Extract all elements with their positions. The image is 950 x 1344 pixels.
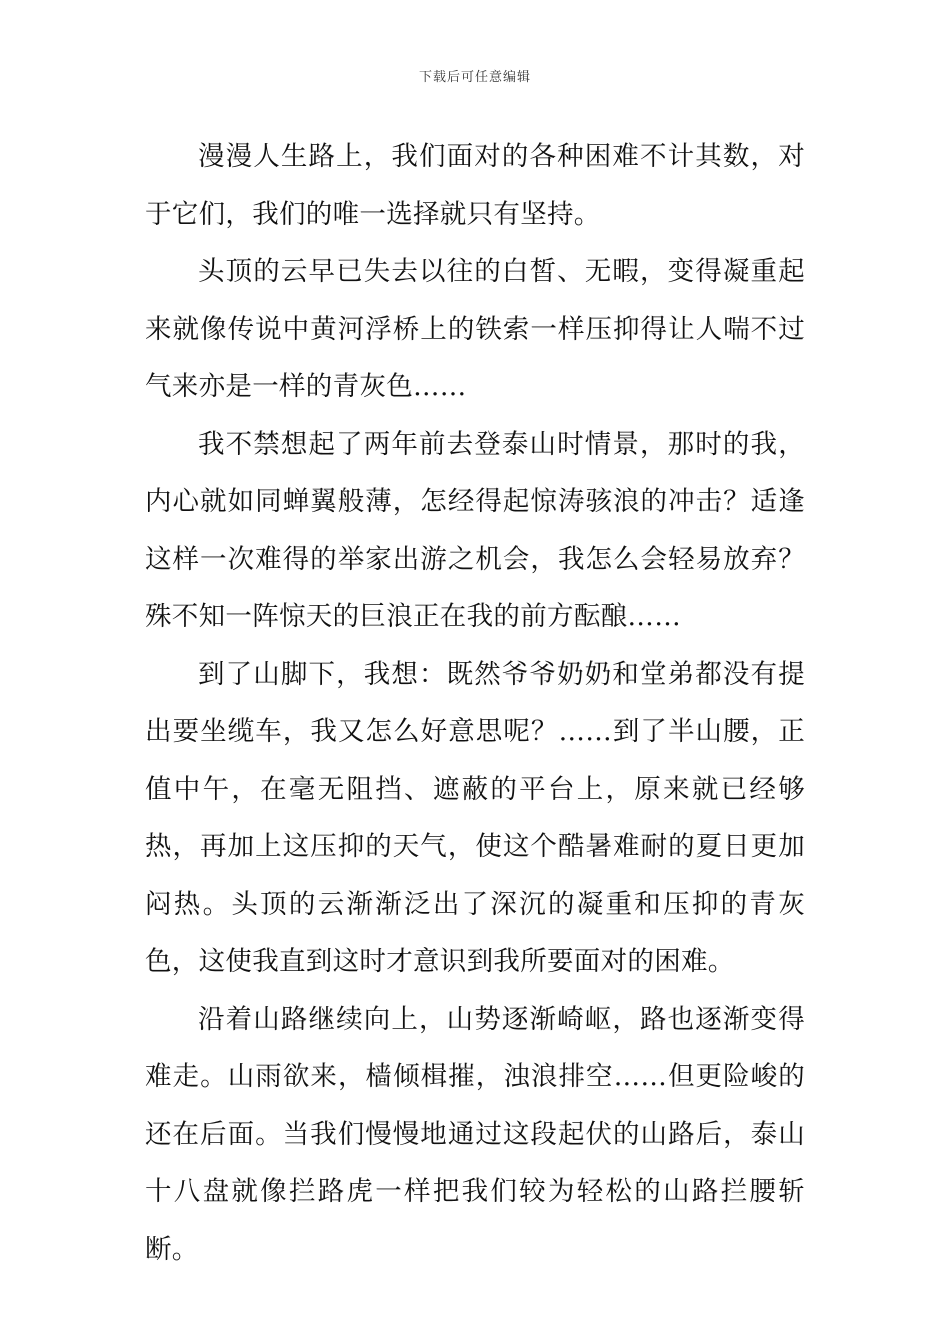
paragraph-1: 漫漫人生路上，我们面对的各种困难不计其数，对于它们，我们的唯一选择就只有坚持。 — [145, 141, 805, 230]
paragraph-3: 我不禁想起了两年前去登泰山时情景，那时的我，内心就如同蝉翼般薄，怎经得起惊涛骇浪的冲击？适逢这样一次难得的举家出游之机会，我怎么会轻易放弃？殊不知一阵惊天的巨浪正在我的前方酝酿…… — [145, 428, 805, 632]
paragraph-5: 沿着山路继续向上，山势逐渐崎岖，路也逐渐变得难走。山雨欲来，樯倾楫摧，浊浪排空……但更险峻的还在后面。当我们慢慢地通过这段起伏的山路后，泰山十八盘就像拦路虎一样把我们较为轻松的山路拦腰斩断。 — [145, 1003, 805, 1265]
paragraph-2: 头顶的云早已失去以往的白皙、无暇，变得凝重起来就像传说中黄河浮桥上的铁索一样压抑得让人喘不过气来亦是一样的青灰色…… — [145, 256, 805, 402]
paragraph-4: 到了山脚下，我想：既然爷爷奶奶和堂弟都没有提出要坐缆车，我又怎么好意思呢？……到了半山腰，正值中午，在毫无阻挡、遮蔽的平台上，原来就已经够热，再加上这压抑的天气，使这个酷暑难耐的夏日更加闷热。头顶的云渐渐泛出了深沉的凝重和压抑的青灰色，这使我直到这时才意识到我所要面对的困难。 — [145, 658, 805, 977]
document-body — [145, 128, 805, 1278]
page-header: 下载后可任意编辑 — [418, 70, 531, 85]
